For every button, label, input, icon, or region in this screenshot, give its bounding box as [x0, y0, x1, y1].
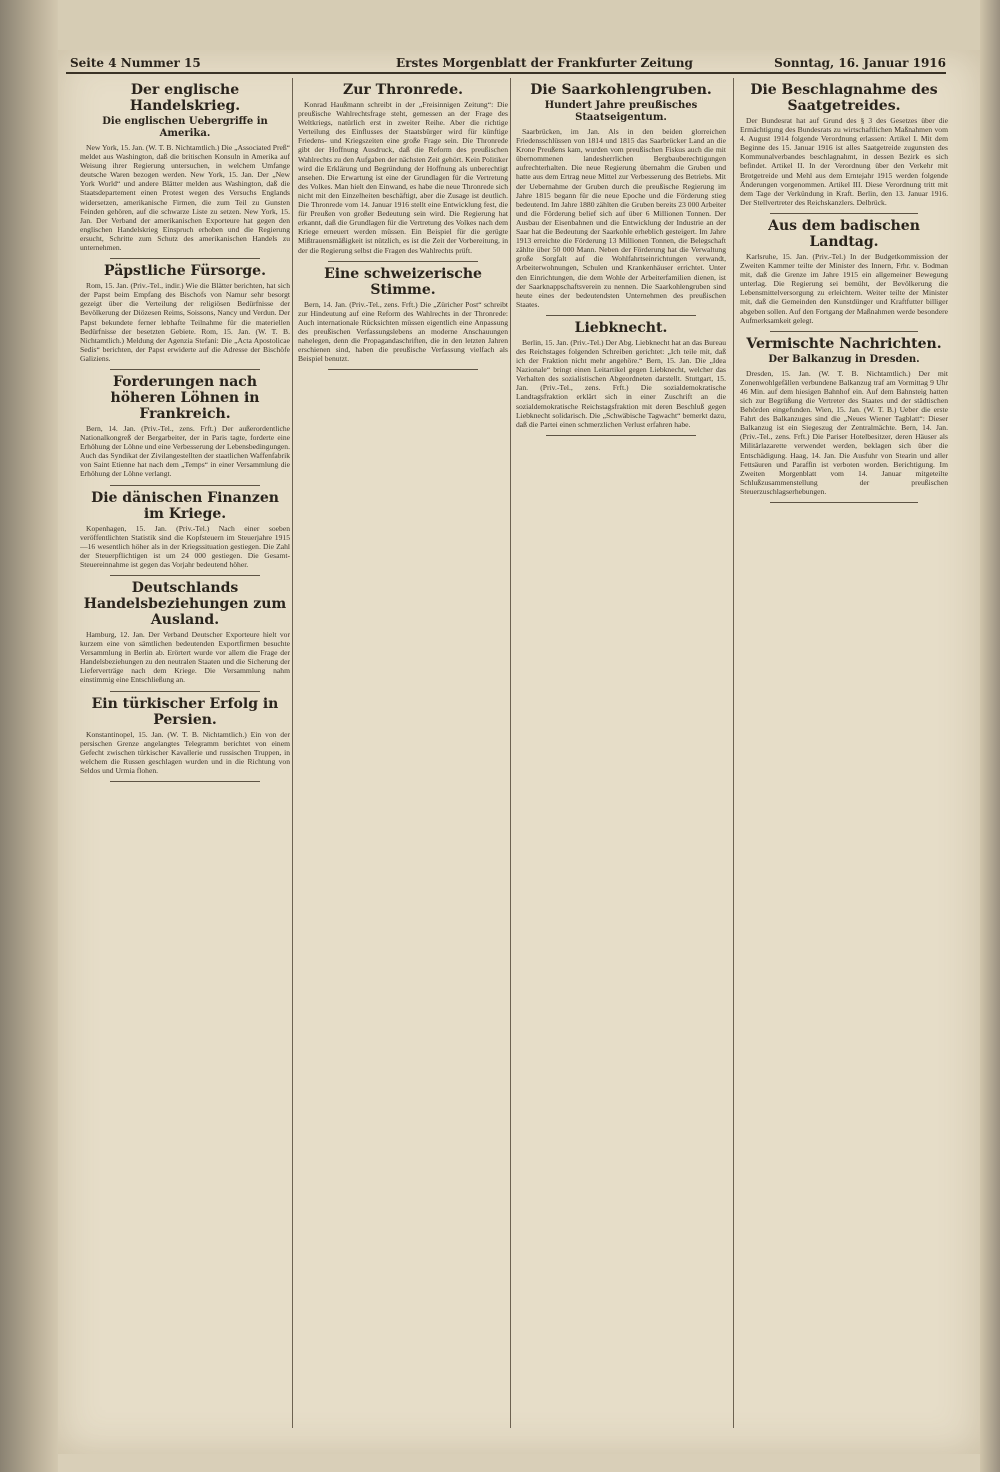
article-headline: Päpstliche Fürsorge. — [104, 263, 266, 280]
article-subheadline: Der Balkanzug in Dresden. — [768, 353, 920, 365]
article-separator — [110, 781, 260, 782]
page-edge-right — [980, 0, 1000, 1472]
article-separator — [110, 369, 260, 370]
column-1 — [80, 78, 290, 1438]
article — [80, 696, 290, 775]
article-headline: Die Saarkohlengruben. — [530, 82, 712, 98]
article-headline: Aus dem badischen Landtag. — [768, 217, 920, 250]
article-subheadline: Die englischen Uebergriffe in Amerika. — [102, 116, 268, 139]
article-body: Saarbrücken, im Jan. Als in den beiden glorreichen Friedensschlüssen von 1814 und 1815 das Saarbrücker Land an die Krone Preußens kam, wurden vom preußischen Fiskus auch die mit übernommenen landesherrlichen Bergbauberechtigungen aufrechterhalten. Die neue Regierung übernahm die Gruben und hatte aus dem Ertrag neue Mittel zur Verbesserung des Betriebs. Mit der Uebernahme der Gruben durch die preußische Regierung im Jahre 1815 begann für die neue Epoche und die Förderung stieg bedeutend. Im Jahre 1880 zählten die Gruben bereits 23 000 Arbeiter und die Förderung belief sich auf über 6 Millionen Tonnen. Der Ausbau der Eisenbahnen und die Entwicklung der Industrie an der Saar hat die Bedeutung der Saarkohle erheblich gesteigert. Im Jahre 1913 erreichte die Förderung 13 Millionen Tonnen, die Belegschaft zählte über 50 000 Mann. Neben der Förderung hat die Verwaltung große Sorgfalt auf die Wohlfahrtseinrichtungen verwandt, Arbeiterwohnungen, Schulen und Krankenhäuser errichtet. Unter den Einrichtungen, die dem Wohle der Arbeiterfamilien dienen, ist der Saarknappschaftsverein zu nennen. Die Saarkohlengruben sind heute eines der bedeutendsten Unternehmen des preußischen Staates. — [516, 127, 726, 309]
column-3 — [516, 78, 726, 1438]
article — [80, 263, 290, 363]
column-2 — [298, 78, 508, 1438]
article — [80, 580, 290, 685]
article-separator — [328, 369, 478, 370]
article-body: Konrad Haußmann schreibt in der „Freisinnigen Zeitung“: Die preußische Wahlrechtsfrage steht, gemessen an der Frage des Weltkriegs, natürlich erst in zweiter Reihe. Aber die richtige Verteilung des Einflusses der Staatsbürger wird für künftige Friedens- und Kriegszeiten eine große Frage sein. Die Thronrede gibt der Hoffnung Ausdruck, daß die Reform des preußischen Wahlrechts zu den Aufgaben der nächsten Zeit gehört. Kein Politiker wird die Erklärung und Begründung der Hoffnung als unberechtigt ansehen. Die Erwartung ist eine der Grundlagen für die Vertretung des Volkes. Man hielt den Einwand, es habe die neue Thronrede sich nicht mit den Einzelheiten beschäftigt, aber die Zusage ist deutlich. Die Thronrede vom 14. Januar 1916 stellt eine Entwicklung fest, die für Preußen von großer Bedeutung sein wird. Die Regierung hat erkannt, daß die Grundlagen für die Vertretung des Volkes nach dem Kriege erneuert werden müssen. Ein Beispiel für die gerügte Mißtrauensmäßigkeit ist nützlich, es ist die Zeit der Vorbereitung, in der die Regierung selbst die Fragen des Wahlrechts prüft. — [298, 100, 508, 255]
article-body: New York, 15. Jan. (W. T. B. Nichtamtlich.) Die „Associated Preß“ meldet aus Washington, daß die britischen Konsuln in Amerika auf Weisung ihrer Regierung untersuchen, in welchem Umfange deutsche Waren bezogen werden. New York, 15. Jan. Der „New York World“ und andere Blätter melden aus Washington, daß die Staatsdepartement einen Protest wegen des Versuchs Englands widersetzen, amerikanische Firmen, die zum Teil zu Gunsten Feinden gehören, auf die schwarze Liste zu setzen. New York, 15. Jan. Der Verband der amerikanischen Exporteure hat gegen den englischen Handelskrieg Einspruch erhoben und die Regierung ersucht, Schritte zum Schutz des amerikanischen Handels zu unternehmen. — [80, 143, 290, 253]
article-separator — [328, 261, 478, 262]
article-headline: Die Beschlagnahme des Saatgetreides. — [750, 82, 938, 114]
article-headline: Ein türkischer Erfolg in Persien. — [91, 695, 279, 728]
article-body: Berlin, 15. Jan. (Priv.-Tel.) Der Abg. Liebknecht hat an das Bureau des Reichstages folgenden Schreiben gerichtet: „Ich teile mit, daß ich der Fraktion nicht mehr angehöre.“ Bern, 15. Jan. Die „Idea Nazionale“ bringt einen Leitartikel gegen Liebknecht, welcher das Verhalten des sozialistischen Abgeordneten darstellt. Stuttgart, 15. Jan. (Priv.-Tel., zens. Frft.) Die sozialdemokratische Landtagsfraktion erklärt sich in einer Zuschrift an die sozialdemokratische Reichstagsfraktion mit deren Beschluß gegen Liebknecht solidarisch. Die „Schwäbische Tagwacht“ bemerkt dazu, daß die Partei einen schmerzlichen Verlust erfahren habe. — [516, 337, 726, 429]
article-separator — [110, 485, 260, 486]
column-rule — [292, 78, 293, 1428]
header-page-number: Seite 4 Nummer 15 — [70, 56, 201, 70]
page-edge-top — [58, 0, 980, 50]
article-separator — [546, 315, 696, 316]
article-body: Bern, 14. Jan. (Priv.-Tel., zens. Frft.) Der außerordentliche Nationalkongreß der Bergarbeiter, der in Paris tagte, forderte eine Erhöhung der Löhne und eine Verbesserung der Lebensbedingungen. Auch das Syndikat der Zivilangestellten der staatlichen Waffenfabrik von Saint Etienne hat nach dem „Temps“ in einer Versammlung die Erhöhung der Löhne verlangt. — [80, 423, 290, 479]
header-masthead: Erstes Morgenblatt der Frankfurter Zeitung — [396, 56, 693, 70]
header-date: Sonntag, 16. Januar 1916 — [774, 56, 946, 70]
article-headline: Eine schweizerische Stimme. — [324, 265, 482, 298]
article-separator — [770, 213, 918, 214]
article-headline: Deutschlands Handelsbeziehungen zum Ausland. — [83, 580, 287, 628]
article-separator — [110, 575, 260, 576]
article — [298, 82, 508, 255]
article — [80, 490, 290, 569]
article — [740, 218, 948, 325]
article — [298, 266, 508, 364]
article — [516, 320, 726, 429]
article — [740, 336, 948, 496]
article-headline: Zur Thronrede. — [343, 82, 463, 98]
article-body: Karlsruhe, 15. Jan. (Priv.-Tel.) In der Budgetkommission der Zweiten Kammer teilte der Minister des Innern, Frhr. v. Bodman mit, daß die Grenze im Jahre 1915 ein allgemeiner Bewegung unterlag. Die Regierung sei bemüht, der Bevölkerung die Lebensmittelversorgung zu erleichtern. Weiter teilte der Minister mit, daß die Gemeinden den Kunstdünger und Kraftfutter billiger abgeben sollen. Auf den Fortgang der Maßnahmen werde besondere Aufmerksamkeit gelegt. — [740, 251, 948, 325]
article-body: Bern, 14. Jan. (Priv.-Tel., zens. Frft.) Die „Züricher Post“ schreibt zur Hindeutung auf eine Reform des Wahlrechts in der Thronrede: Auch internationale Rücksichten müssen eigentlich eine Anpassung des preußischen Verfassungslebens an moderne Anschauungen nahelegen, denn die Propagandaschriften, die in den letzten Jahren erschienen sind, haben die preußische Verfassung vielfach als Beispiel benutzt. — [298, 299, 508, 364]
article-headline: Forderungen nach höheren Löhnen in Frankreich. — [110, 373, 260, 422]
article-headline: Liebknecht. — [574, 319, 668, 336]
article-body: Hamburg, 12. Jan. Der Verband Deutscher Exporteure hielt vor kurzem eine von sämtlichen bedeutenden Exportfirmen besuchte Versammlung in Berlin ab. Erörtert wurde vor allem die Frage der Handelsbeziehungen zu den neutralen Staaten und die Sicherung der Lieferverträge nach dem Kriege. Die Versammlung nahm einstimmig eine Entschließung an. — [80, 630, 290, 685]
article-body: Rom, 15. Jan. (Priv.-Tel., indir.) Wie die Blätter berichten, hat sich der Papst beim Empfang des Bischofs von Namur sehr besorgt gezeigt über die Verteilung der religiösen Bedürfnisse der Bevölkerung der Diözesen Reims, Soissons, Nancy und Verdun. Der Papst bekundete ferner lebhafte Teilnahme für die materiellen Bedürfnisse der besetzten Gebiete. Rom, 15. Jan. (W. T. B. Nichtamtlich.) Meldung der Agenzia Stefani: Die „Acta Apostolicae Sedis“ berichten, der Papst erwiderte auf die Adresse der Bischöfe Galiziens. — [80, 281, 290, 363]
page-header — [66, 54, 946, 74]
article-headline: Vermischte Nachrichten. — [746, 335, 942, 352]
article-body: Der Bundesrat hat auf Grund des § 3 des Gesetzes über die Ermächtigung des Bundesrats zu wirtschaftlichen Maßnahmen vom 4. August 1914 folgende Verordnung erlassen: Artikel I. Mit dem Beginne des 15. Januar 1916 ist alles Saatgetreide zugunsten des Kommunalverbandes beschlagnahmt, in dessen Bezirk es sich befindet. Artikel II. In der Verordnung über den Verkehr mit Brotgetreide und Mehl aus dem Erntejahr 1915 werden folgende Änderungen vorgenommen. Artikel III. Diese Verordnung tritt mit dem Tage der Verkündung in Kraft. Berlin, den 13. Januar 1916. Der Stellvertreter des Reichskanzlers. Delbrück. — [740, 116, 948, 207]
article — [516, 82, 726, 309]
article-separator — [770, 502, 918, 503]
article-headline: Die dänischen Finanzen im Kriege. — [91, 489, 279, 522]
article — [80, 82, 290, 252]
article-body: Dresden, 15. Jan. (W. T. B. Nichtamtlich.) Der mit Zonenwohlgefällen verbundene Balkanzug traf am Vormittag 9 Uhr 46 Min. auf dem hiesigen Bahnhof ein. Auf dem Bahnsteig hatten sich zur Begrüßung die Vertreter des Staates und der städtischen Behörden eingefunden. Wien, 15. Jan. (W. T. B.) Ueber die erste Fahrt des Balkanzuges sind die „Neues Wiener Tagblatt“: Dieser Balkanzug ist ein Siegeszug der Zentralmächte. Bern, 14. Jan. (Priv.-Tel., zens. Frft.) Die Pariser Hotelbesitzer, deren Häuser als Militärlazarette verwendet werden, beklagen sich über die Entschädigung. Haag, 14. Jan. Die Ausfuhr von Stearin und aller Fettsäuren und Paraffin ist verboten worden. Berichtigung. Im Zweiten Morgenblatt vom 14. Januar mitgeteilte Schlußzusammenstellung der preußischen Steuerzuschlagserhebungen. — [740, 368, 948, 496]
article-separator — [770, 331, 918, 332]
article-headline: Der englische Handelskrieg. — [129, 82, 241, 114]
article-subheadline: Hundert Jahre preußisches Staatseigentum. — [544, 100, 698, 123]
column-rule — [510, 78, 511, 1428]
article-body: Konstantinopel, 15. Jan. (W. T. B. Nichtamtlich.) Ein von der persischen Grenze angelangtes Telegramm berichtet von einem Gefecht zwischen türkischer Kavallerie und russischen Truppen, in welchem die Russen geschlagen wurden und in die Richtung von Seldos und Urmia flohen. — [80, 729, 290, 775]
column-4 — [740, 78, 948, 1438]
article-separator — [110, 258, 260, 259]
article-separator — [546, 435, 696, 436]
article-separator — [110, 691, 260, 692]
article — [80, 374, 290, 479]
article — [740, 82, 948, 207]
page-edge-left — [0, 0, 58, 1472]
column-rule — [733, 78, 734, 1428]
article-body: Kopenhagen, 15. Jan. (Priv.-Tel.) Nach einer soeben veröffentlichten Statistik sind die Kopfsteuern im Steuerjahre 1915—16 wesentlich höher als in der Kriegssituation gestiegen. Die Zahl der Steuerpflichtigen ist um 24 000 gestiegen. Die Gesamt-Steuereinnahme ist gegen das Vorjahr bedeutend höher. — [80, 523, 290, 569]
